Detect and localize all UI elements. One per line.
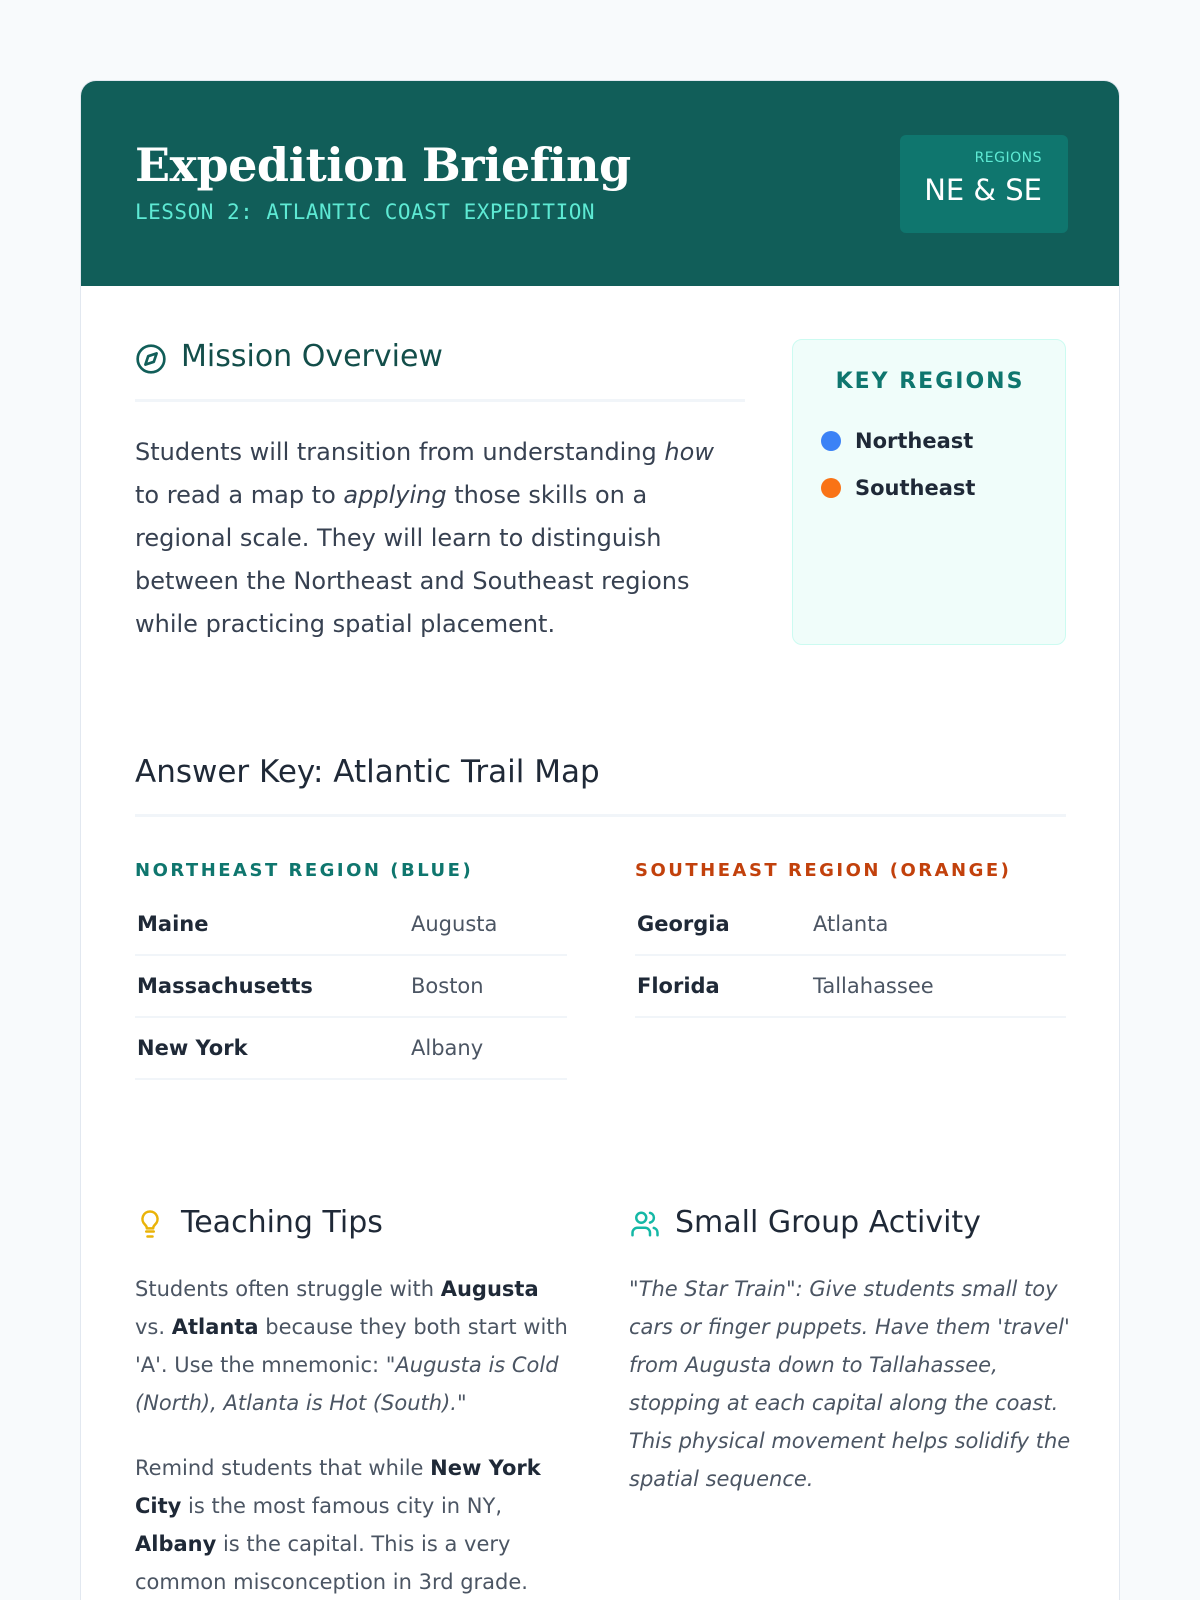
state-name: Georgia <box>637 912 730 936</box>
tip-text: Students often struggle with <box>135 1277 441 1301</box>
overview-text-1: Students will transition from understanding <box>135 438 665 466</box>
state-name: Florida <box>637 974 720 998</box>
users-icon <box>629 1209 661 1239</box>
tip-bold-albany: Albany <box>135 1532 217 1556</box>
state-name: New York <box>137 1036 248 1060</box>
tip-text: is the most famous city in NY, <box>181 1494 503 1518</box>
northeast-table <box>135 894 567 1080</box>
overview-paragraph <box>135 431 745 646</box>
capital-name: Augusta <box>411 912 498 936</box>
tip-text: because they both start with 'A'. Use the mnemonic: <box>135 1315 568 1377</box>
regions-badge-label: REGIONS <box>974 150 1042 166</box>
northeast-region-heading: NORTHEAST REGION (BLUE) <box>135 860 474 881</box>
state-name: Maine <box>137 912 209 936</box>
lesson-subtitle: LESSON 2: ATLANTIC COAST EXPEDITION <box>135 200 596 224</box>
state-name: Massachusetts <box>137 974 313 998</box>
key-item-label: Northeast <box>855 429 974 453</box>
mission-overview-heading: Mission Overview <box>181 339 443 374</box>
key-item-label: Southeast <box>855 476 976 500</box>
southeast-region-heading: SOUTHEAST REGION (ORANGE) <box>635 860 1012 881</box>
tip-mnemonic: "Augusta is Cold (North), Atlanta is Hot (South)." <box>135 1353 559 1415</box>
teaching-tips-heading: Teaching Tips <box>181 1205 383 1240</box>
overview-text-3: those skills on a regional scale. They will learn to distinguish between the Northeast and Southeast regions while practicing spatial placement. <box>135 481 690 638</box>
header-banner <box>81 81 1120 286</box>
capital-name: Albany <box>411 1036 484 1060</box>
key-item-southeast <box>821 475 975 501</box>
answer-key-heading: Answer Key: Atlantic Trail Map <box>135 754 600 790</box>
capital-name: Tallahassee <box>813 974 934 998</box>
compass-icon <box>135 343 167 375</box>
key-item-northeast <box>821 428 973 454</box>
lightbulb-icon <box>135 1207 165 1241</box>
tip-text: vs. <box>135 1315 172 1339</box>
table-row <box>135 894 567 956</box>
small-group-paragraph: "The Star Train": Give students small toy cars or finger puppets. Have them 'travel' from Augusta down to Tallahassee, stopping at each capital along the coast. This physical movement helps solidify the spatial sequence. <box>629 1277 1071 1491</box>
answer-key-divider <box>135 814 1066 817</box>
small-group-heading: Small Group Activity <box>675 1205 981 1240</box>
overview-text-2: to read a map to <box>135 481 344 509</box>
teaching-tip-paragraph <box>135 1270 575 1422</box>
tip-text: is the capital. This is a very common misconception in 3rd grade. <box>135 1532 528 1594</box>
key-regions-title: KEY REGIONS <box>835 369 1025 394</box>
table-row <box>635 956 1066 1018</box>
table-row <box>135 1018 567 1080</box>
overview-emphasis-how: how <box>664 438 714 466</box>
capital-name: Boston <box>411 974 484 998</box>
key-regions-box <box>792 339 1066 645</box>
briefing-card <box>80 80 1120 1600</box>
table-row <box>135 956 567 1018</box>
tip-text: Remind students that while <box>135 1456 431 1480</box>
southeast-color-dot <box>821 478 841 498</box>
tip-bold-atlanta: Atlanta <box>171 1315 259 1339</box>
tip-bold-augusta: Augusta <box>440 1277 539 1301</box>
northeast-color-dot <box>821 431 841 451</box>
southeast-table <box>635 894 1066 1018</box>
capital-name: Atlanta <box>813 912 889 936</box>
page-title: Expedition Briefing <box>135 138 631 192</box>
overview-divider <box>135 399 745 402</box>
regions-badge <box>900 135 1068 233</box>
teaching-tip-paragraph <box>135 1449 575 1600</box>
table-row <box>635 894 1066 956</box>
regions-badge-value: NE & SE <box>924 173 1042 207</box>
tip-bold-nyc: New York City <box>135 1456 541 1518</box>
overview-emphasis-applying: applying <box>343 481 447 509</box>
